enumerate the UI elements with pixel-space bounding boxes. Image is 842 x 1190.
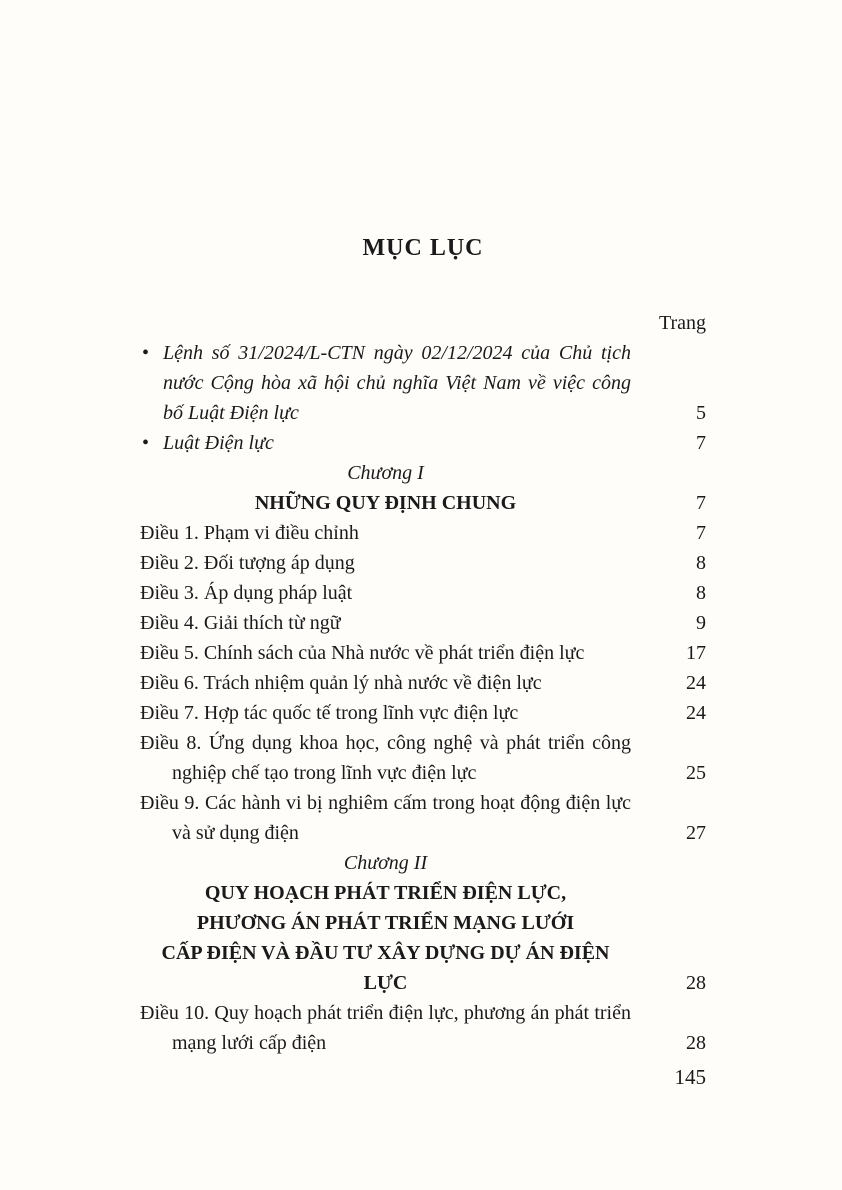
toc-entry-chapter-label (140, 848, 706, 878)
toc-entry-article (140, 518, 706, 548)
toc-entry-article (140, 668, 706, 698)
toc-entry-article (140, 548, 706, 578)
toc-entry-page-number: 24 (686, 702, 706, 724)
toc-entry-text: Điều 10. Quy hoạch phát triển điện lực, phương án phát triển mạng lưới cấp điện (140, 1002, 631, 1054)
toc-entry-page-number: 7 (696, 492, 706, 514)
toc-entry-text: Lệnh số 31/2024/L-CTN ngày 02/12/2024 của Chủ tịch nước Cộng hòa xã hội chủ nghĩa Việt Nam về việc công bố Luật Điện lực (163, 342, 631, 424)
toc-entry-article (140, 788, 706, 848)
toc-entry-text: Chương I (347, 462, 424, 484)
toc-entry-page-number: 28 (686, 972, 706, 994)
toc-entry-text: Điều 8. Ứng dụng khoa học, công nghệ và phát triển công nghiệp chế tạo trong lĩnh vực điện lực (140, 732, 631, 784)
toc-entry-page-number: 24 (686, 672, 706, 694)
toc-entry-text: Điều 3. Áp dụng pháp luật (140, 582, 353, 604)
toc-entry-page-number: 5 (696, 402, 706, 424)
toc-entry-text: Điều 6. Trách nhiệm quản lý nhà nước về điện lực (140, 672, 542, 694)
toc-entry-text: Điều 4. Giải thích từ ngữ (140, 612, 341, 634)
toc-entry-article (140, 608, 706, 638)
toc-content (140, 232, 706, 1058)
toc-entry-article (140, 638, 706, 668)
page-title: MỤC LỤC (362, 235, 484, 261)
toc-entry-text: Luật Điện lực (163, 432, 274, 454)
toc-entry-page-number: 7 (696, 432, 706, 454)
toc-entry-text: Điều 9. Các hành vi bị nghiêm cấm trong hoạt động điện lực và sử dụng điện (140, 792, 631, 844)
toc-entry-text-line: PHƯƠNG ÁN PHÁT TRIỂN MẠNG LƯỚI (196, 912, 575, 934)
toc-entry-text (140, 878, 706, 998)
toc-entry-article (140, 578, 706, 608)
page-column-header: Trang (658, 312, 706, 334)
bullet-icon: • (142, 342, 150, 364)
toc-entry-page-number: 7 (696, 522, 706, 544)
toc-entry-bullet (140, 428, 706, 458)
toc-entry-page-number: 25 (686, 762, 706, 784)
toc-entry-page-number: 27 (686, 822, 706, 844)
toc-entry-text-line: CẤP ĐIỆN VÀ ĐẦU TƯ XÂY DỰNG DỰ ÁN ĐIỆN LỰC (161, 942, 610, 994)
toc-entry-text: Chương II (343, 852, 428, 874)
toc-entry-text-line: QUY HOẠCH PHÁT TRIỂN ĐIỆN LỰC, (204, 882, 567, 904)
toc-entry-page-number: 28 (686, 1032, 706, 1054)
toc-entry-text: Điều 7. Hợp tác quốc tế trong lĩnh vực điện lực (140, 702, 519, 724)
toc-entry-article (140, 998, 706, 1058)
toc-entry-page-number: 8 (696, 582, 706, 604)
footer-page-number: 145 (674, 1065, 706, 1089)
toc-entry-article (140, 728, 706, 788)
toc-entry-text: Điều 1. Phạm vi điều chỉnh (140, 522, 359, 544)
toc-entry-page-number: 9 (696, 612, 706, 634)
toc-entry-text: Điều 5. Chính sách của Nhà nước về phát triển điện lực (140, 642, 585, 664)
toc-entry-bullet (140, 338, 706, 428)
toc-entry-chapter-title (140, 488, 706, 518)
toc-list (140, 338, 706, 1058)
toc-entry-text: Điều 2. Đối tượng áp dụng (140, 552, 355, 574)
toc-entry-text: NHỮNG QUY ĐỊNH CHUNG (254, 492, 517, 514)
toc-entry-page-number: 17 (686, 642, 706, 664)
toc-entry-chapter-label (140, 458, 706, 488)
toc-entry-page-number: 8 (696, 552, 706, 574)
bullet-icon: • (142, 432, 150, 454)
toc-entry-article (140, 698, 706, 728)
toc-entry-chapter-title (140, 878, 706, 998)
